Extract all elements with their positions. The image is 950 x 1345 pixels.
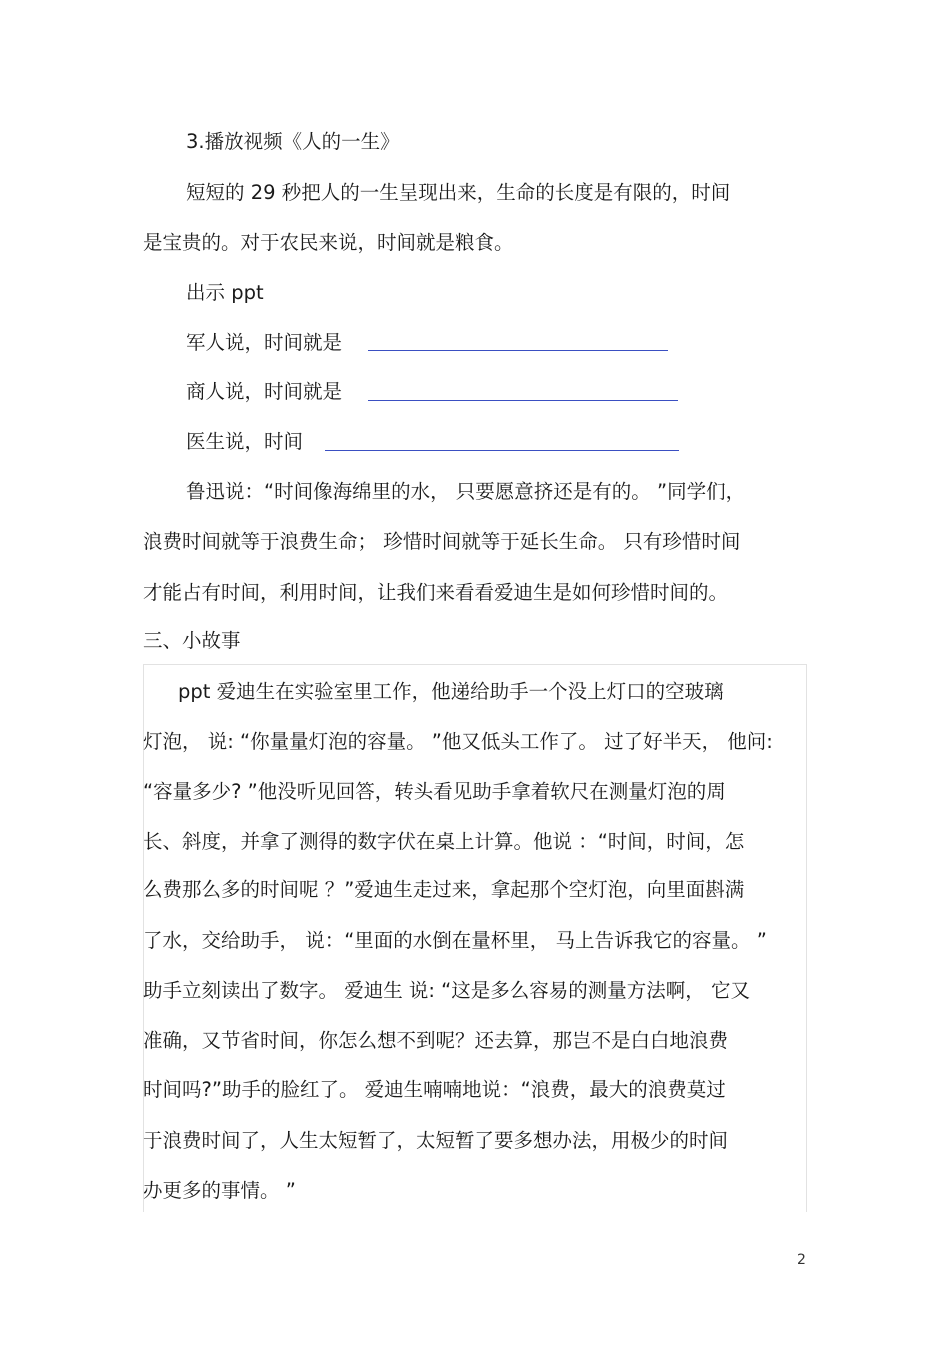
- page-number: 2: [797, 1252, 806, 1268]
- paragraph-line: 才能占有时间，利用时间，让我们来看看爱迪生是如何珍惜时间的。: [143, 581, 729, 604]
- paragraph-line: 浪费时间就等于浪费生命； 珍惜时间就等于延长生命。 只有珍惜时间: [143, 530, 741, 553]
- section-heading: 三、小故事: [143, 629, 241, 652]
- paragraph-line: 是宝贵的。对于农民来说，时间就是粮食。: [143, 231, 514, 254]
- story-line: 准确，又节省时间，你怎么想不到呢？还去算，那岂不是白白地浪费: [143, 1029, 729, 1052]
- show-ppt-line: 出示 ppt: [186, 281, 264, 304]
- story-line: 了水，交给助手， 说：“里面的水倒在量杯里， 马上告诉我它的容量。 ”: [143, 929, 767, 952]
- fill-blank-soldier: [368, 350, 668, 351]
- fill-blank-merchant: [368, 400, 678, 401]
- fill-line-soldier: 军人说，时间就是: [186, 331, 343, 354]
- paragraph-line: 短短的 29 秒把人的一生呈现出来，生命的长度是有限的，时间: [186, 181, 731, 204]
- story-line: 灯泡， 说: “你量量灯泡的容量。 ”他又低头工作了。 过了好半天， 他问:: [143, 730, 773, 753]
- story-line: 么费那么多的时间呢 ？”爱迪生走过来，拿起那个空灯泡，向里面斟满: [143, 878, 745, 901]
- fill-blank-doctor: [325, 450, 679, 451]
- story-line: “容量多少? ”他没听见回答，转头看见助手拿着软尺在测量灯泡的周: [143, 780, 726, 803]
- story-line: ppt 爱迪生在实验室里工作，他递给助手一个没上灯口的空玻璃: [178, 680, 724, 703]
- fill-line-merchant: 商人说，时间就是: [186, 380, 343, 403]
- fill-line-doctor: 医生说，时间: [186, 430, 304, 453]
- section-item-video: 3.播放视频《人的一生》: [186, 130, 400, 153]
- paragraph-line: 鲁迅说：“时间像海绵里的水， 只要愿意挤还是有的。 ”同学们，: [186, 480, 746, 503]
- story-line: 长、斜度，并拿了测得的数字伏在桌上计算。他说 ：“时间，时间，怎: [143, 830, 745, 853]
- story-line: 办更多的事情。 ”: [143, 1179, 296, 1202]
- story-line: 时间吗?”助手的脸红了。 爱迪生喃喃地说：“浪费，最大的浪费莫过: [143, 1078, 726, 1101]
- story-line: 于浪费时间了，人生太短暂了，太短暂了要多想办法，用极少的时间: [143, 1129, 729, 1152]
- story-line: 助手立刻读出了数字。 爱迪生 说: “这是多么容易的测量方法啊， 它又: [143, 979, 750, 1002]
